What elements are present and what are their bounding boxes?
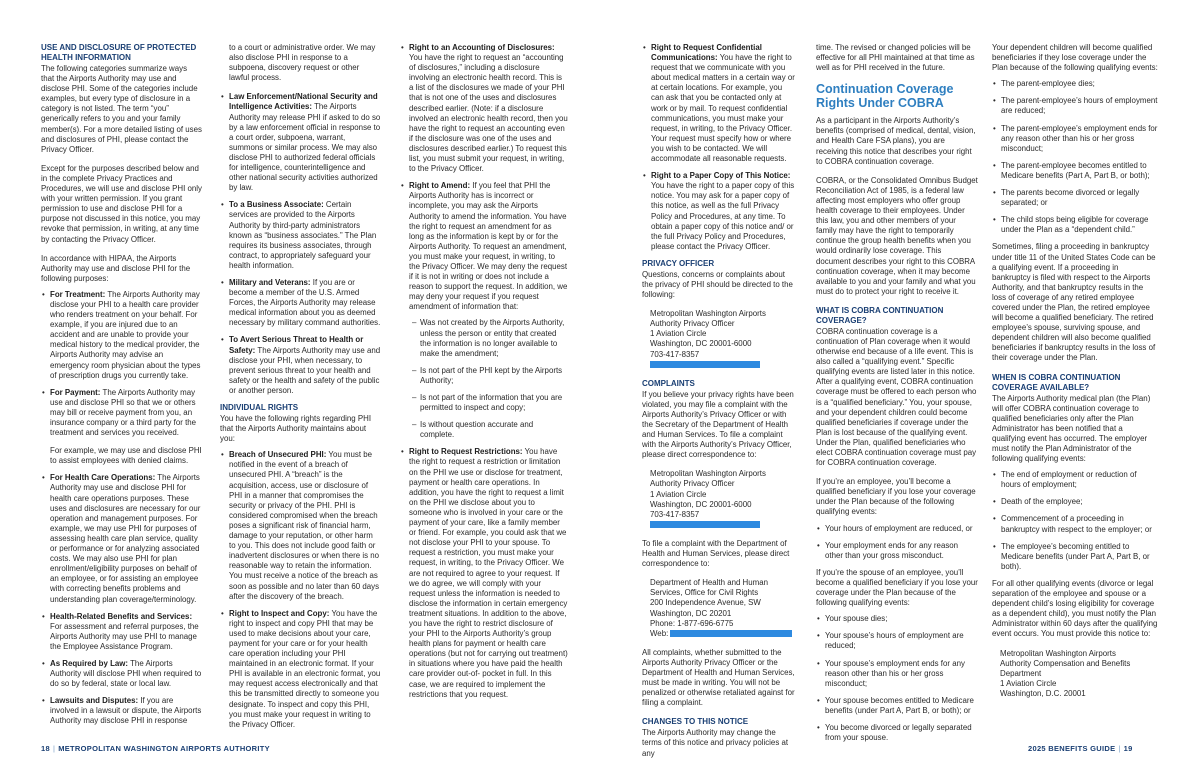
- page-number: 18: [41, 744, 50, 753]
- address-line: 1 Aviation Circle: [650, 489, 707, 499]
- list-item: • Breach of Unsecured PHI: You must be notified in the event of a breach of unsecured PHI. A “breach” is the acquisition, access, use or disclosure of PHI in a manner that compromises the security or privacy of the PHI. PHI is considered compromised when the breach poses a significant risk of financial harm, damage to your reputation, or other harm to you. This does not include good faith or inadvertent disclosures or when there is no reasonable way to retain the information. You must receive a notice of the breach as soon as possible and no later than 60 days after the discovery of the breach.: [220, 450, 381, 601]
- address-line: 703-417-8357: [650, 509, 700, 519]
- footer-org: METROPOLITAN WASHINGTON AIRPORTS AUTHORITY: [58, 744, 270, 753]
- paragraph: The following categories summarize ways that the Airports Authority may use and disclose PHI. Some of the categories include examples, but every type of disclosure in a category is not listed. The term “you” generically refers to you and your family member(s). For a more detailed listing of uses and disclosures of PHI, please contact the Privacy Officer.: [41, 64, 202, 154]
- employee-events-list: [816, 524, 978, 561]
- paragraph: If you believe your privacy rights have been violated, you may file a complaint with the Airports Authority’s Privacy Officer or with the Secretary of the Department of Health and Human Services. To file a complaint with the Airports Authority’s Privacy Officer, please direct correspondence to:: [642, 389, 794, 460]
- list-item: • Military and Veterans: If you are or become a member of the U.S. Armed Forces, the Airports Authority may release medical information about you as deemed necessary by military command authorities.: [220, 278, 381, 328]
- address-line: Authority Compensation and Benefits: [1000, 658, 1131, 668]
- list-item: • You become divorced or legally separated from your spouse.: [816, 723, 978, 743]
- paragraph: For all other qualifying events (divorce or legal separation of the employee and spouse or a dependent child’s losing eligibility for coverage as a dependent child), you must notify the Plan Administrator within 60 days after the qualifying event occurs. You must provide this notice to:: [992, 578, 1158, 639]
- rights-list-cont: [642, 43, 796, 252]
- list-item: • The parent-employee’s employment ends for any reason other than his or her gross misconduct;: [992, 124, 1158, 154]
- paragraph: COBRA, or the Consolidated Omnibus Budget Reconciliation Act of 1985, is a federal law affecting most employers who offer group health coverage to their employees. Under this law, you and other members of your family may have the right to temporarily continue the group health benefits when you would ordinarily lose coverage. This document describes your right to this COBRA continuation coverage, when it may become available to you and your family and what you must do to protect your right to receive it.: [816, 175, 978, 296]
- column-2: [220, 43, 381, 733]
- address-line: 200 Independence Avenue, SW: [650, 598, 761, 608]
- list-item: • Your spouse dies;: [816, 614, 978, 624]
- list-item: • Lawsuits and Disputes: If you are involved in a lawsuit or dispute, the Airports Authority may disclose PHI in response: [41, 696, 202, 726]
- address-line: 703-417-8357: [650, 349, 700, 359]
- list-item: • For Payment: The Airports Authority may use and disclose PHI so that we or others may bill or receive payment from you, an insurance company or a third party for the treatment and services you received. For example, we may use and disclose PHI to assist employees with denied claims.: [41, 388, 202, 467]
- employer-events-list: [992, 470, 1158, 572]
- paragraph: If you’re an employee, you’ll become a qualified beneficiary if you lose your coverage under the Plan because of the following qualifying events:: [816, 477, 976, 517]
- address-line: Washington, DC 20001-6000: [650, 499, 752, 509]
- sublist-item: – Is without question accurate and complete.: [411, 420, 568, 440]
- address-line: Services, Office for Civil Rights: [650, 588, 759, 598]
- rights-list: [220, 450, 381, 730]
- sublist-item: – Was not created by the Airports Authority, unless the person or entity that created the information is no longer available to make the amendment;: [411, 318, 568, 358]
- column-6: [992, 43, 1158, 733]
- paragraph: The Airports Authority may change the terms of this notice and privacy policies at any: [642, 728, 789, 758]
- footer-right: 2025 BENEFITS GUIDE | 19: [1028, 744, 1133, 753]
- address-line: Authority Privacy Officer: [650, 479, 735, 489]
- list-item: • The parent-employee’s hours of employment are reduced;: [992, 96, 1158, 116]
- paragraph: All complaints, whether submitted to the Airports Authority Privacy Officer or the Department of Health and Human Services, must be made in writing. You will not be penalized or otherwise retaliated against for filing a complaint.: [642, 647, 795, 708]
- list-item: • The child stops being eligible for coverage under the Plan as a “dependent child.”: [992, 215, 1158, 235]
- address-line: Washington, DC 20201: [650, 608, 732, 618]
- list-item: • Your hours of employment are reduced, or: [816, 524, 978, 534]
- hhs-address: [642, 578, 796, 639]
- redacted-email: [650, 521, 760, 528]
- benefits-dept-address: [992, 649, 1158, 699]
- address-line: Authority Privacy Officer: [650, 319, 735, 329]
- section-heading-complaints: COMPLAINTS: [642, 378, 695, 388]
- column-4: [642, 43, 796, 758]
- paragraph: Except for the purposes described below and in the complete Privacy Practices and Procedures, we will use and disclose PHI only with your written permission. If you grant permission to use and disclose PHI for a purpose not discussed in this notice, you may revoke that permission, in writing, at any time by contacting the Privacy Officer.: [41, 163, 202, 244]
- sublist-item: – Is not part of the PHI kept by the Airports Authority;: [411, 366, 568, 386]
- column-5: [816, 43, 978, 743]
- paragraph: time. The revised or changed policies will be effective for all PHI maintained at that time as well as for PHI received in the future.: [816, 43, 975, 73]
- section-heading-what-is-cobra: WHAT IS COBRA CONTINUATION COVERAGE?: [816, 305, 944, 325]
- amend-sublist: [411, 318, 568, 440]
- section-heading-privacy-officer: PRIVACY OFFICER: [642, 258, 715, 268]
- list-item: • As Required by Law: The Airports Authority will disclose PHI when required to do so by federal, state or local law.: [41, 659, 202, 689]
- list-item: • Your spouse becomes entitled to Medicare benefits (under Part A, Part B, or both); or: [816, 696, 978, 716]
- address-line: Metropolitan Washington Airports: [650, 469, 766, 479]
- list-item: • The employee’s becoming entitled to Medicare benefits (under Part A, Part B, or both).: [992, 542, 1158, 572]
- address-line: Metropolitan Washington Airports: [1000, 648, 1116, 658]
- list-item: • Right to a Paper Copy of This Notice: You have the right to a paper copy of this notice. You may ask for a paper copy of this notice, as well as the full Privacy Policy and Procedures, at any time. To obtain a paper copy of this notice and/ or the full Privacy Policy and Procedures, please contact the Privacy Officer.: [642, 171, 796, 252]
- web-label: Web:: [650, 628, 669, 638]
- disclosure-list: [220, 92, 381, 396]
- list-item: • Your spouse’s employment ends for any reason other than his or her gross misconduct;: [816, 659, 978, 689]
- paragraph: COBRA continuation coverage is a continuation of Plan coverage when it would otherwise end because of a life event. This is also called a “qualifying event.” Specific qualifying events are listed later in this notice. After a qualifying event, COBRA continuation coverage must be offered to each person who is a “qualified beneficiary.” You, your spouse, and your dependent children could become qualified beneficiaries if coverage under the Plan is lost because of the qualifying event. Under the Plan, qualified beneficiaries who elect COBRA continuation coverage must pay for COBRA continuation coverage.: [816, 326, 977, 468]
- list-item: • Your spouse’s hours of employment are reduced;: [816, 631, 978, 651]
- redacted-web-link[interactable]: [670, 630, 792, 637]
- address-line: 1 Aviation Circle: [650, 329, 707, 339]
- column-1: [41, 43, 202, 733]
- list-item: • For Health Care Operations: The Airports Authority may use and disclose PHI for health care operations purposes. These uses and disclosures are necessary for our operation and management purposes. For example, we may use PHI for purposes of assessing health care plan service, quality or performance or for analyzing associated costs. We may also use PHI for plan enrollment/eligibility purposes on behalf of an employee, or for assisting an employee with correcting benefits problems and understanding plan coverage/terminology.: [41, 473, 202, 604]
- address-line: Department of Health and Human: [650, 578, 768, 588]
- section-heading-phi-use: USE AND DISCLOSURE OF PROTECTED HEALTH INFORMATION: [41, 43, 197, 62]
- list-item: • Right to Inspect and Copy: You have the right to inspect and copy PHI that may be used to make decisions about your care, payment for your care or for your health care operation including your PHI maintained in an electronic format. If your PHI is available in an electronic format, you may request access electronically and that this be transmitted directly to someone you designate. To inspect and copy this PHI, you must make your request in writing to the Privacy Officer.: [220, 609, 381, 730]
- address-line: Department: [1000, 668, 1042, 678]
- paragraph: To file a complaint with the Department of Health and Human Services, please direct correspondence to:: [642, 538, 790, 569]
- paragraph: Questions, concerns or complaints about the privacy of PHI should be directed to the following:: [642, 269, 793, 300]
- sublist-item: – Is not part of the information that you are permitted to inspect and copy;: [411, 393, 568, 413]
- list-item: • The parent-employee dies;: [992, 79, 1158, 89]
- cobra-title: Continuation Coverage Rights Under COBRA: [816, 82, 954, 111]
- list-item: • For Treatment: The Airports Authority may disclose your PHI to a health care provider who renders treatment on your behalf. For example, if you are injured due to an accident and are unable to provide your medical history to the medical provider, the Airports Authority may advise an emergency room physician about the types of prescription drugs you currently take.: [41, 290, 202, 381]
- list-item: • Law Enforcement/National Security and Intelligence Activities: The Airports Authority may release PHI if asked to do so by a law enforcement official in response to a court order, subpoena, warrant, summons or similar process. We may also disclose PHI to authorized federal officials for intelligence, counterintelligence and other national security activities authorized by law.: [220, 92, 381, 193]
- paragraph: If you’re the spouse of an employee, you’ll become a qualified beneficiary if you lose your coverage under the Plan because of the following qualifying events:: [816, 567, 978, 608]
- section-heading-individual-rights: INDIVIDUAL RIGHTS: [220, 403, 299, 412]
- rights-list-cont: [400, 43, 568, 700]
- list-item: • Right to Request Confidential Communications: You have the right to request that we communicate with you about medical matters in a certain way or at certain locations. For example, you can ask that you be contacted only at work or by mail. To request confidential communications, you must make your request, in writing, to the Privacy Officer. Your request must specify how or where you wish to be contacted. We will accommodate all reasonable requests.: [642, 43, 796, 164]
- list-item: • Health-Related Benefits and Services: For assessment and referral purposes, the Airports Authority may use PHI to manage the Employee Assistance Program.: [41, 612, 202, 652]
- list-item: • To Avert Serious Threat to Health or Safety: The Airports Authority may use and disclose your PHI, when necessary, to prevent serious threat to your health and safety or the health and safety of the public or another person.: [220, 335, 381, 396]
- paragraph: You have the following rights regarding PHI that the Airports Authority maintains about you:: [220, 414, 372, 444]
- address-line: Washington, DC 20001-6000: [650, 339, 752, 349]
- purpose-list: [41, 290, 202, 727]
- section-heading-when-available: WHEN IS COBRA CONTINUATION COVERAGE AVAILABLE?: [992, 372, 1121, 392]
- list-item: • Commencement of a proceeding in bankruptcy with respect to the employer; or: [992, 514, 1158, 534]
- paragraph: to a court or administrative order. We may also disclose PHI in response to a subpoena, discovery request or other lawful process.: [229, 43, 376, 83]
- privacy-officer-address: [642, 309, 796, 370]
- page-number: 19: [1123, 744, 1133, 753]
- list-item: • Right to an Accounting of Disclosures: You have the right to request an “accounting of disclosures,” including a disclosure involving an electronic health record. This is a list of the disclosures we made of your PHI that is not one of the uses and disclosures described earlier. (Note: if a disclosure involved an electronic health record, then you have the right to request an accounting even if the disclosure was one of the uses and disclosures described earlier.) To request this list, you must submit your request, in writing, to the Privacy Officer.: [400, 43, 568, 174]
- complaints-address: [642, 469, 796, 530]
- paragraph: The Airports Authority medical plan (the Plan) will offer COBRA continuation coverage to qualified beneficiaries only after the Plan Administrator has been notified that a qualifying event has occurred. The employer must notify the Plan Administrator of the following qualifying events:: [992, 393, 1151, 464]
- paragraph: As a participant in the Airports Authority’s benefits (comprised of medical, dental, vision, and Health Care FSA plans), you are receiving this notice that describes your right to COBRA continuation coverage.: [816, 116, 976, 166]
- footer-left: 18 | METROPOLITAN WASHINGTON AIRPORTS AUTHORITY: [41, 744, 270, 753]
- example-text: For example, we may use and disclose PHI to assist employees with denied claims.: [50, 446, 202, 466]
- paragraph: In accordance with HIPAA, the Airports Authority may use and disclose PHI for the following purposes:: [41, 253, 191, 283]
- address-line: Metropolitan Washington Airports: [650, 309, 766, 319]
- list-item: • Death of the employee;: [992, 497, 1158, 507]
- paragraph: Sometimes, filing a proceeding in bankruptcy under title 11 of the United States Code can be a qualifying event. If a proceeding in bankruptcy is filed with respect to the Airports Authority, and that bankruptcy results in the loss of coverage of any retired employee covered under the Plan, the retired employee will become a qualified beneficiary. The retired employee’s spouse, surviving spouse, and dependent children will also become qualified beneficiaries if bankruptcy results in the loss of their coverage under the Plan.: [992, 242, 1156, 363]
- address-line: 1 Aviation Circle: [1000, 678, 1057, 688]
- list-item: • The parent-employee becomes entitled to Medicare benefits (Part A, Part B, or both);: [992, 161, 1158, 181]
- list-item: • To a Business Associate: Certain services are provided to the Airports Authority by third-party administrators known as “business associates.” The Plan requires its business associates, through contract, to appropriately safeguard your health information.: [220, 200, 381, 271]
- list-item: • Right to Amend: If you feel that PHI the Airports Authority has is incorrect or incomplete, you may ask the Airports Authority to amend the information. You have the right to request an amendment for as long as the information is kept by or for the Airports Authority. To request an amendment, you must make your request, in writing, to the Privacy Officer. We may deny the request if it is not in writing or does not include a reason to support the request. In addition, we may deny your request if you request amendment of information that: – Was not created by the Airports Authority, unless the person or entity that created the information is no longer available to make the amendment; – Is not part of the PHI kept by the Airports Authority; – Is not part of the information that you are permitted to inspect and copy; – Is without question accurate and complete.: [400, 181, 568, 440]
- address-line: Washington, D.C. 20001: [1000, 688, 1086, 698]
- list-item: • The end of employment or reduction of hours of employment;: [992, 470, 1158, 490]
- redacted-email: [650, 361, 760, 368]
- dependent-events-list: [992, 79, 1158, 235]
- spouse-events-list: [816, 614, 978, 743]
- section-heading-changes: CHANGES TO THIS NOTICE: [642, 717, 749, 727]
- list-item: • Right to Request Restrictions: You have the right to request a restriction or limitation on the PHI we use or disclose for treatment, payment or health care operations. In addition, you have the right to request a limit on the PHI we disclose about you to someone who is involved in your care or the payment of your care, like a family member or friend. For example, you could ask that we not disclose your PHI to your spouse. To request a restriction, you must make your request, in writing, to the Privacy Officer. We are not required to agree to your request. If we do agree, we will comply with your request unless the information is needed to disclose the information in certain emergency treatment situations. In addition to the above, you have the right to restrict disclosure of your PHI to the Airports Authority’s group health plans for payment or health care operations (but not for carrying out treatment) in situations where you have paid the health care provider out-of- pocket in full. In this case, we are required to implement the restrictions that you request.: [400, 447, 568, 699]
- address-line: Phone: 1-877-696-6775: [650, 618, 734, 628]
- list-item: • The parents become divorced or legally separated; or: [992, 188, 1158, 208]
- column-3: [400, 43, 568, 733]
- right-page: [600, 0, 1200, 776]
- footer-guide: 2025 BENEFITS GUIDE: [1028, 744, 1116, 753]
- paragraph: Your dependent children will become qualified beneficiaries if they lose coverage under the Plan because of the following qualifying events:: [992, 43, 1158, 73]
- list-item: • Your employment ends for any reason other than your gross misconduct.: [816, 541, 978, 561]
